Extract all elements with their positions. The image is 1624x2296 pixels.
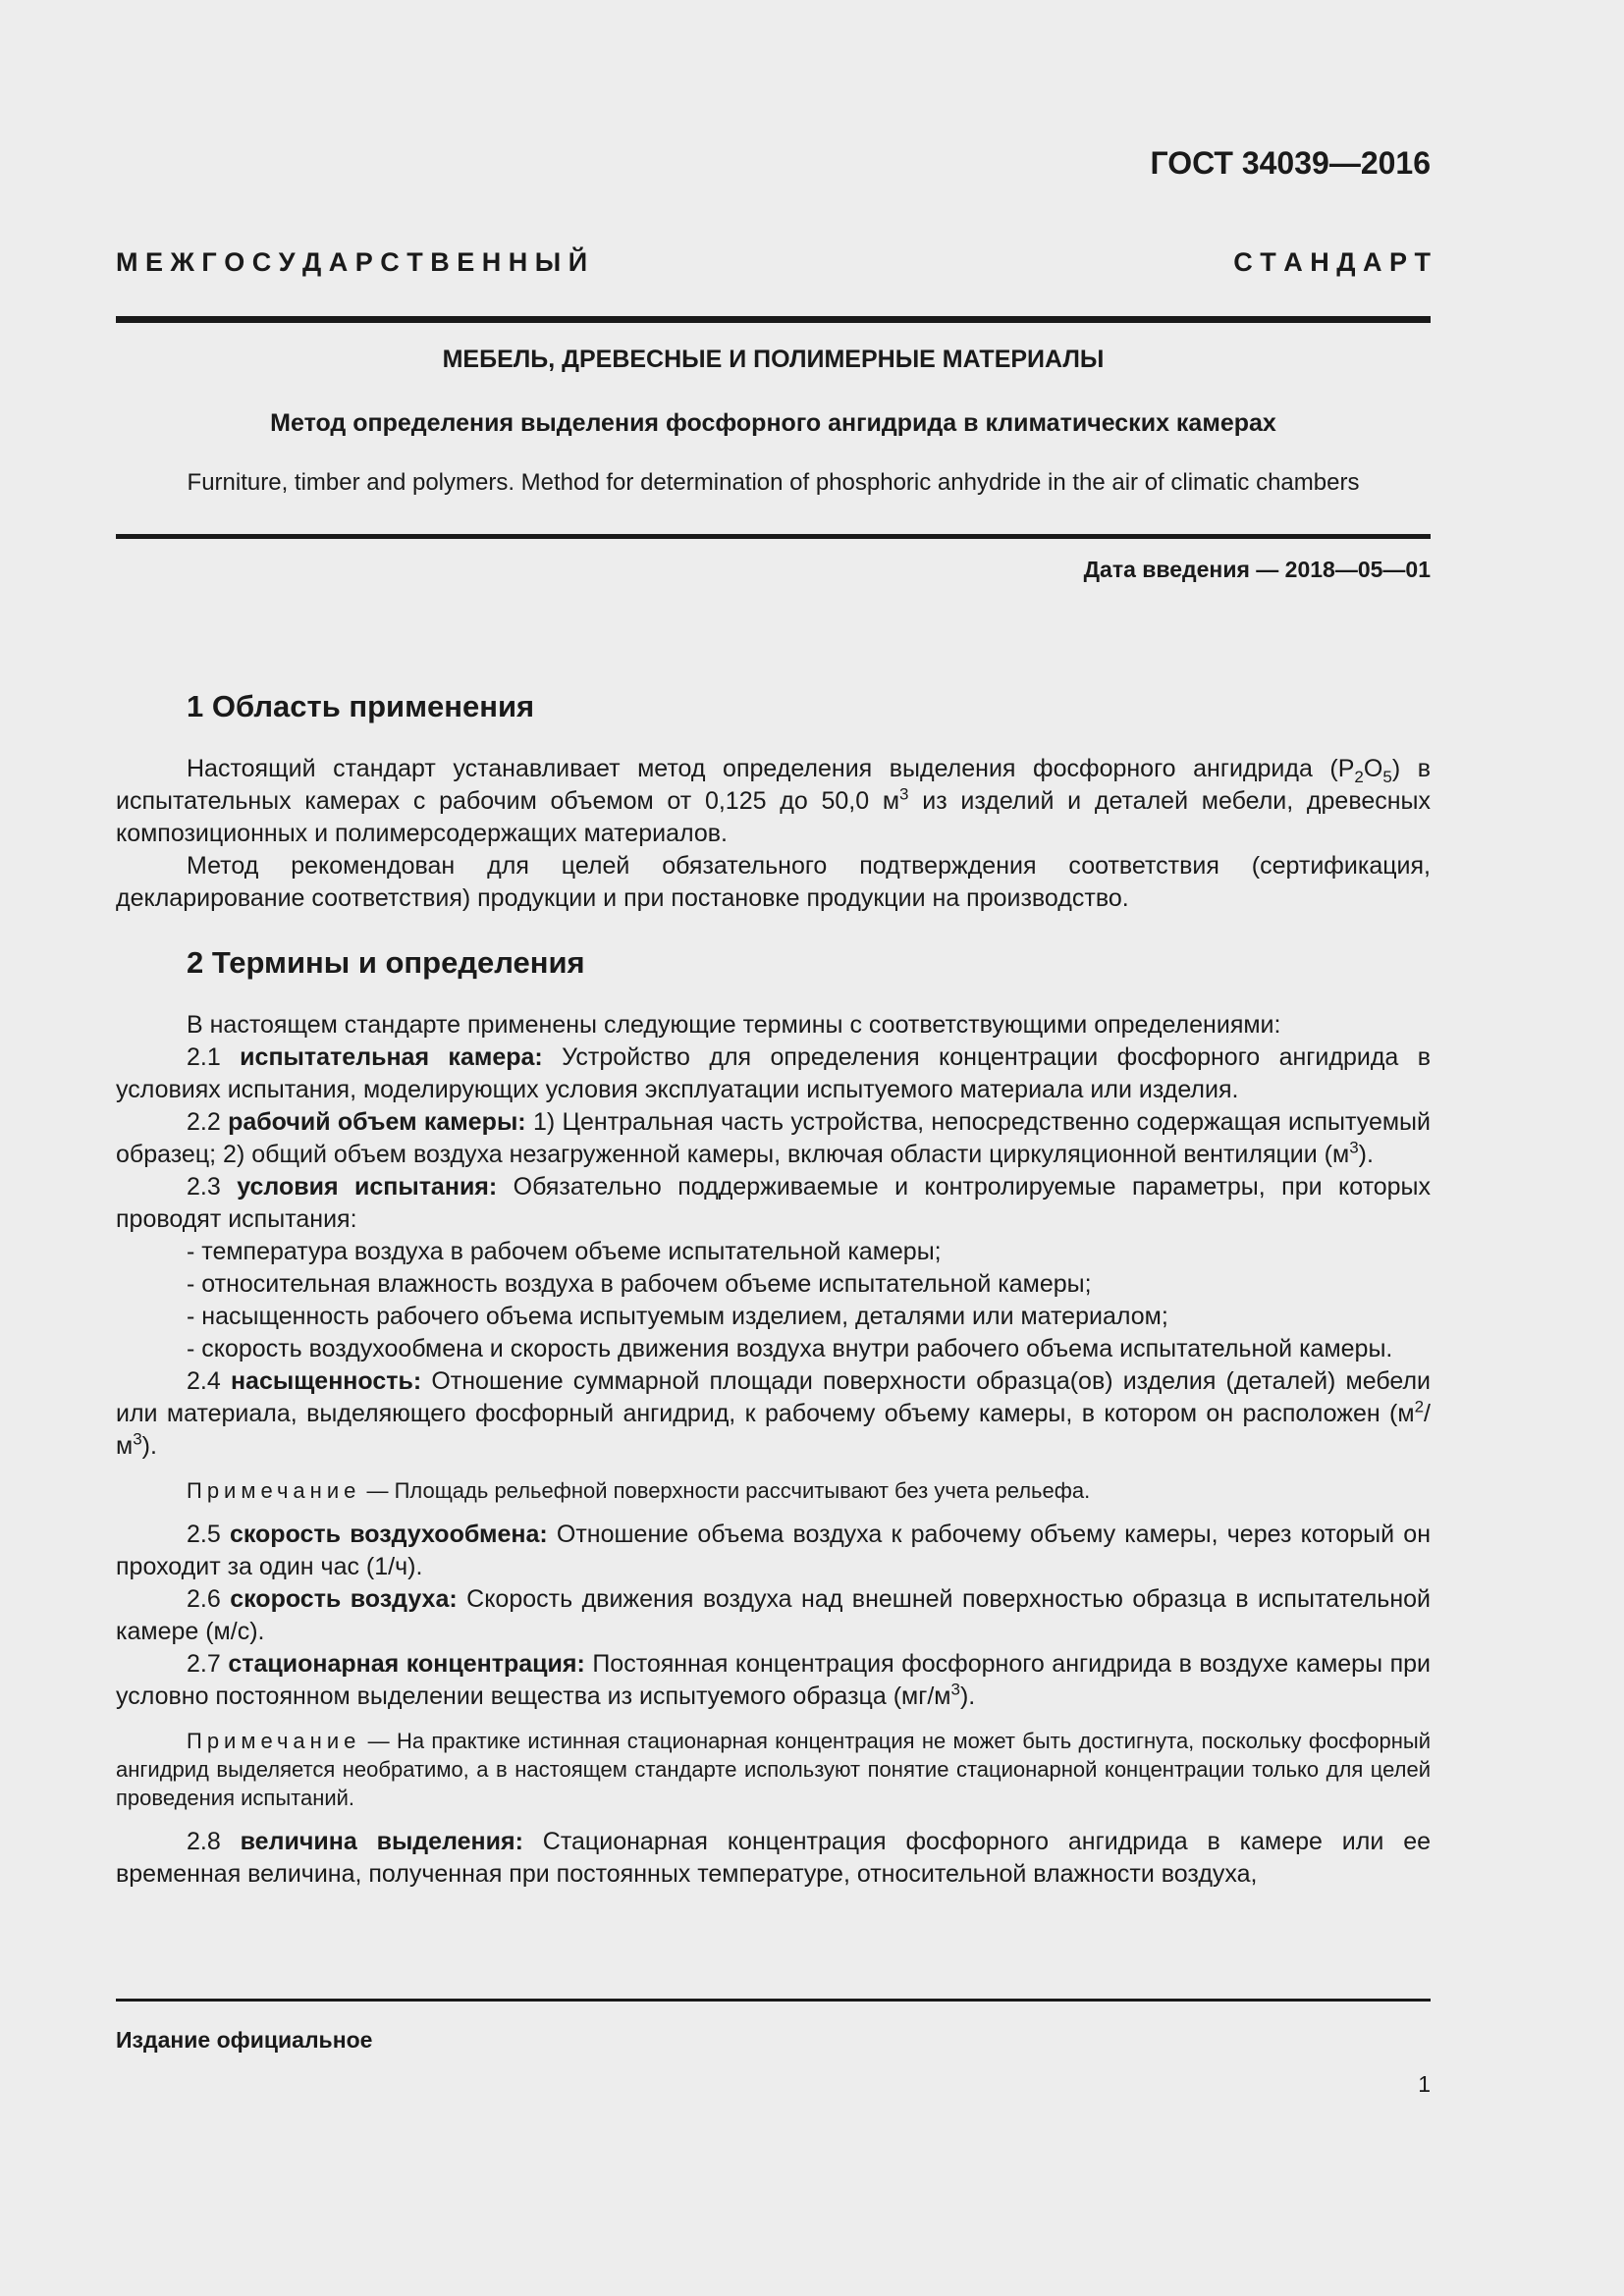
title-sub: Метод определения выделения фосфорного ангидрида в климатических камерах xyxy=(270,409,1276,437)
note-1: Примечание — Площадь рельефной поверхности рассчитывают без учета рельефа. xyxy=(187,1478,1091,1503)
page-number: 1 xyxy=(1418,2071,1431,2097)
list-item: - температура воздуха в рабочем объеме испытательной камеры; xyxy=(187,1238,942,1265)
term-2-8: 2.8 величина выделения: Стационарная концентрация фосфорного ангидрида в камере или ее временная величина, полученная при постоянных температуре, относительной влажности воздуха, xyxy=(116,1828,1432,1888)
intro-date: Дата введения — 2018—05—01 xyxy=(1083,557,1431,582)
footer-rule xyxy=(116,1999,1431,2002)
term-2-4: 2.4 насыщенность: Отношение суммарной площади поверхности образца(ов) изделия (деталей) мебели или материала, выделяющего фосфорный ангидрид, к рабочему объему камеры, в котором он расположен $(м^2/м^3)$. xyxy=(116,1367,1432,1460)
banner-right: С Т А Н Д А Р Т xyxy=(1233,247,1431,277)
standard-banner xyxy=(116,247,1431,278)
edition-label: Издание официальное xyxy=(116,2027,373,2053)
list-item: - скорость воздухообмена и скорость движения воздуха внутри рабочего объема испытательной камеры. xyxy=(187,1335,1393,1362)
note-label: Примечание xyxy=(187,1729,361,1753)
title-main: МЕБЕЛЬ, ДРЕВЕСНЫЕ И ПОЛИМЕРНЫЕ МАТЕРИАЛЫ xyxy=(442,346,1105,373)
section-1-paragraph-1: Настоящий стандарт устанавливает метод определения выделения фосфорного ангидрида $(P_2O_5)$ в испытательных камерах с рабочим объемом от 0,125 до 50,0 $м^3$ из изделий и деталей мебели, древесных композиционных и полимерсодержащих материалов. xyxy=(116,755,1431,847)
section-1-paragraph-2: Метод рекомендован для целей обязательного подтверждения соответствия (сертификация, декларирование соответствия) продукции и при постановке продукции на производство. xyxy=(116,852,1431,912)
term-2-6: 2.6 скорость воздуха: Скорость движения воздуха над внешней поверхностью образца в испытательной камере (м/с). xyxy=(116,1585,1431,1645)
title-english: Furniture, timber and polymers. Method for determination of phosphoric anhydride in the air of climatic chambers xyxy=(187,469,1360,496)
note-label: Примечание xyxy=(187,1478,361,1503)
section-2-heading: 2 Термины и определения xyxy=(187,945,585,980)
term-2-3: 2.3 условия испытания: Обязательно поддерживаемые и контролируемые параметры, при которых проводят испытания: xyxy=(116,1173,1432,1233)
list-item: - относительная влажность воздуха в рабочем объеме испытательной камеры; xyxy=(187,1270,1092,1298)
title-rule xyxy=(116,534,1431,539)
top-rule xyxy=(116,316,1431,323)
term-2-1: 2.1 испытательная камера: Устройство для определения концентрации фосфорного ангидрида в условиях испытания, моделирующих условия эксплуатации испытуемого материала или изделия. xyxy=(116,1043,1432,1103)
list-item: - насыщенность рабочего объема испытуемым изделием, деталями или материалом; xyxy=(187,1303,1168,1330)
note-2: Примечание — На практике истинная стационарная концентрация не может быть достигнута, поскольку фосфорный ангидрид выделяется необратимо, а в настоящем стандарте используют понятие стационарной концентрации только для целей проведения испытаний. xyxy=(116,1729,1431,1810)
term-2-2: 2.2 рабочий объем камеры: 1) Центральная часть устройства, непосредственно содержащая испытуемый образец; 2) общий объем воздуха незагруженной камеры, включая области циркуляционной вентиляции $(м^3)$. xyxy=(116,1108,1431,1168)
banner-left: М Е Ж Г О С У Д А Р С Т В Е Н Н Ы Й xyxy=(116,247,588,277)
section-1-heading: 1 Область применения xyxy=(187,689,535,723)
term-2-7: 2.7 стационарная концентрация: Постоянная концентрация фосфорного ангидрида в воздухе камеры при условно постоянном выделении вещества из испытуемого образца $(мг/м^3)$. xyxy=(116,1650,1432,1710)
document-code: ГОСТ 34039—2016 xyxy=(1150,145,1431,181)
term-2-5: 2.5 скорость воздухообмена: Отношение объема воздуха к рабочему объему камеры, через который он проходит за один час (1/ч). xyxy=(116,1521,1431,1580)
document-body xyxy=(116,682,1431,1891)
section-2-intro: В настоящем стандарте применены следующие термины с соответствующими определениями: xyxy=(187,1011,1281,1039)
